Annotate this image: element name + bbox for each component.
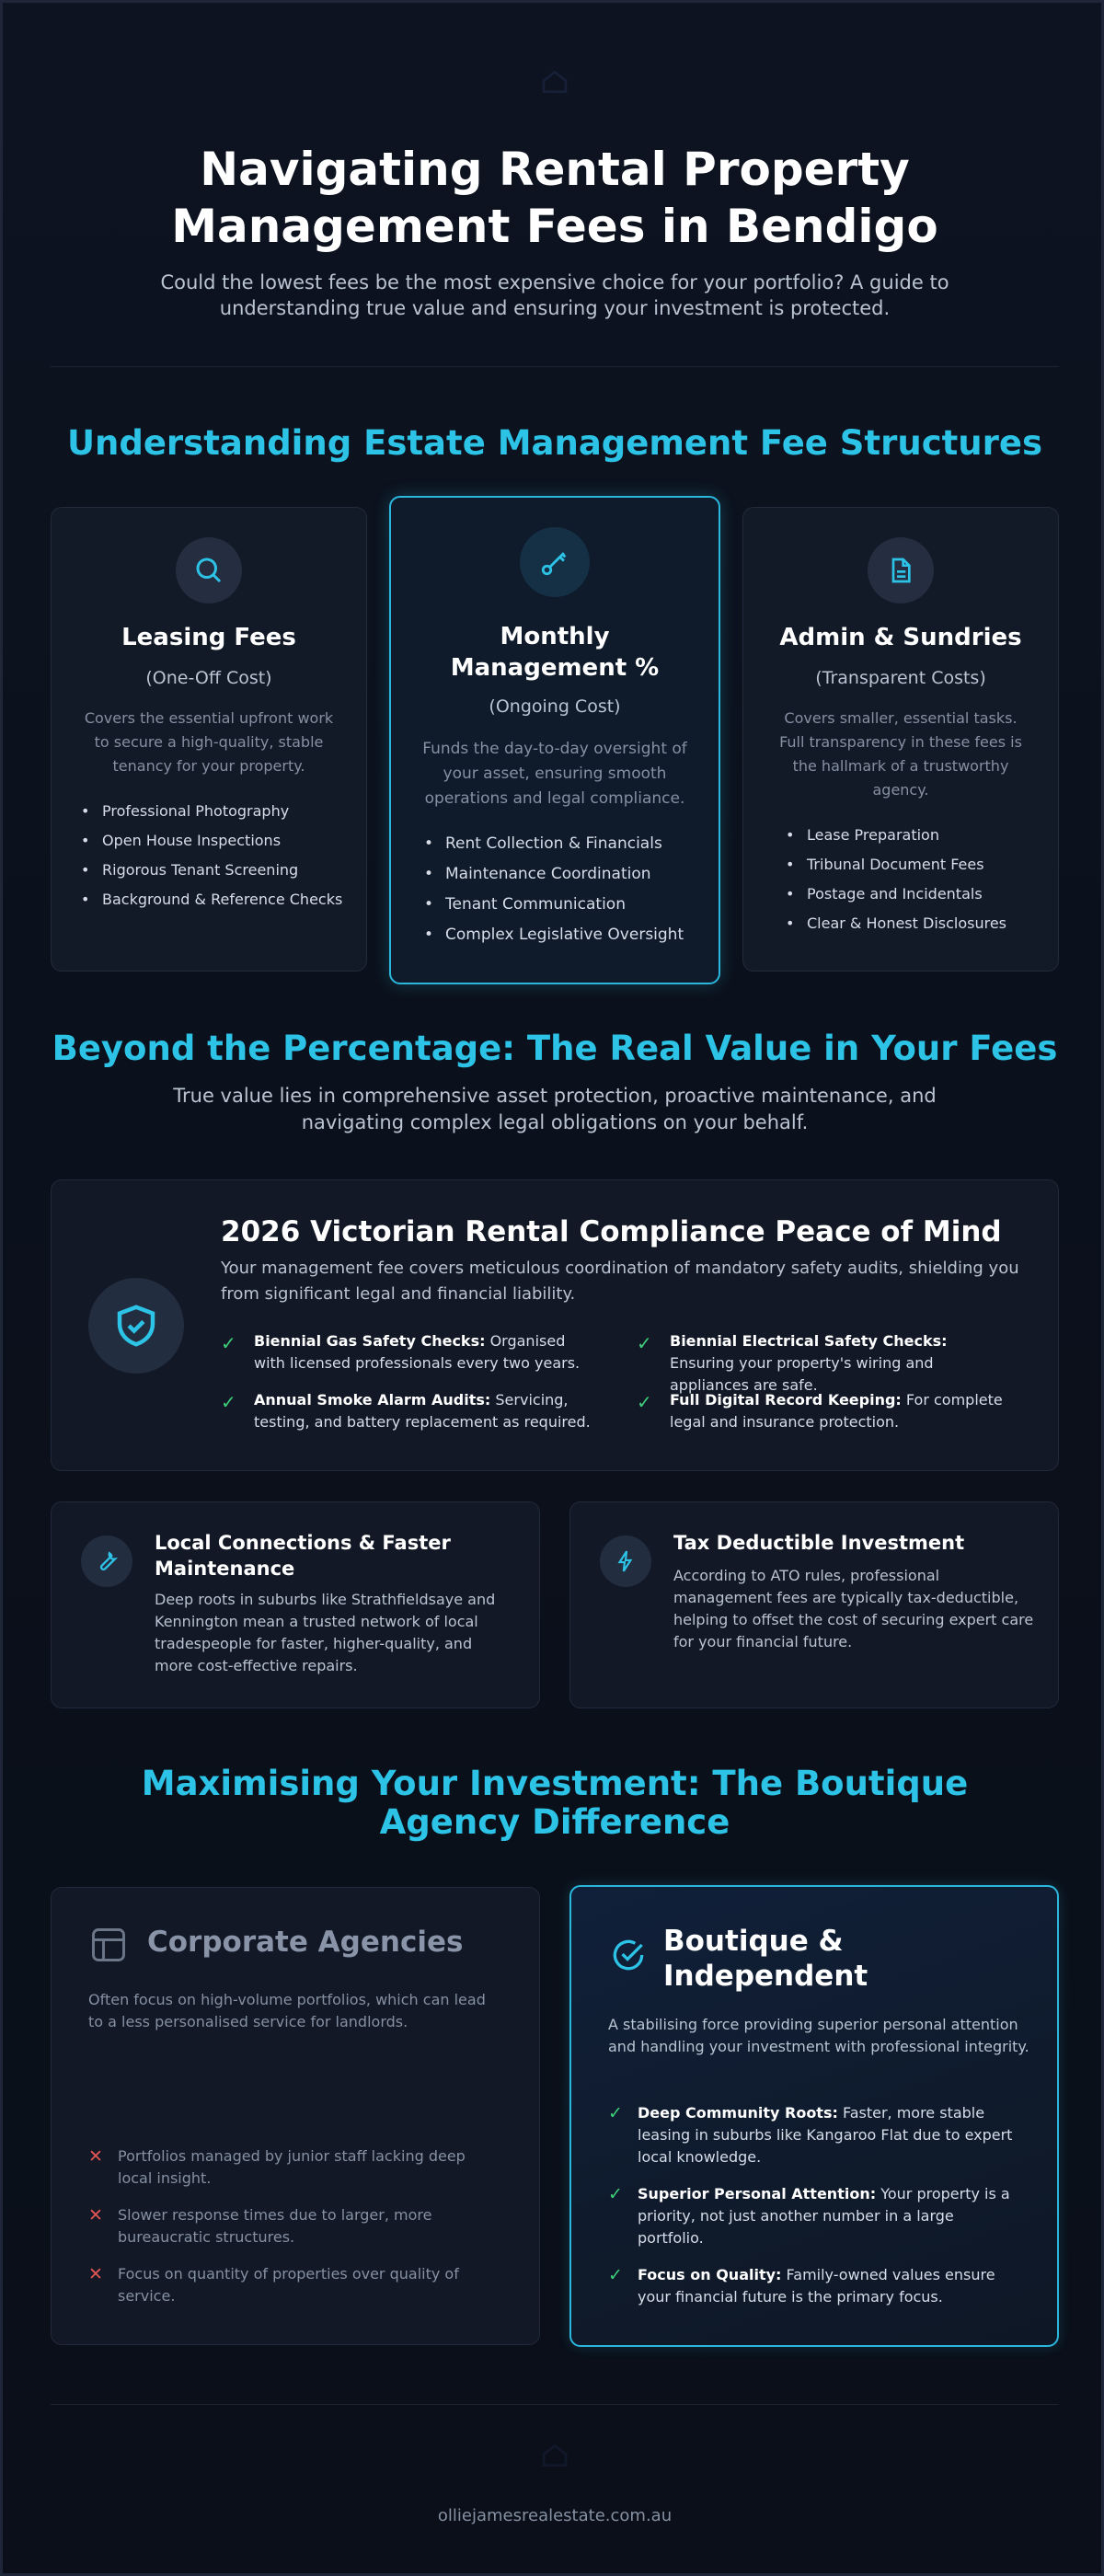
list-item: • Background & Reference Checks: [79, 889, 344, 911]
page-subtitle: Could the lowest fees be the most expensive choice for your portfolio? A guide to understanding true value and ensuring your investment is protected.: [160, 271, 949, 319]
item-text: Focus on quantity of properties over quality of service.: [118, 2265, 459, 2305]
list-item: [88, 2204, 493, 2248]
item-text: Family-owned values ensure your financial future is the primary focus.: [638, 2266, 995, 2306]
fee-name: Leasing Fees: [121, 624, 296, 651]
boutique-description: A stabilising force providing superior personal attention and handling your investment with professional integrity.: [608, 2016, 1029, 2055]
check-text: Organised with licensed professionals every two years.: [254, 1332, 581, 1372]
check-item: [221, 1330, 598, 1374]
icon-circle: [81, 1535, 132, 1587]
list-item: • Tribunal Document Fees: [784, 854, 1036, 876]
document-icon: [886, 556, 915, 585]
list-item: • Complex Legislative Oversight: [422, 924, 696, 946]
list-item: • Postage and Incidentals: [784, 883, 1036, 905]
fee-description: Covers the essential upfront work to secure a high-quality, stable tenancy for your property.: [84, 709, 334, 775]
list-item: • Tenant Communication: [422, 893, 696, 915]
check-item: [637, 1330, 1014, 1397]
item-text: Slower response times due to larger, more bureaucratic structures.: [118, 2206, 432, 2246]
search-icon: [192, 554, 225, 587]
list-item: • Rent Collection & Financials: [422, 833, 696, 855]
fee-card-leasing: [51, 507, 367, 972]
check-icon: ✓: [221, 1332, 236, 1354]
fee-kind: (Ongoing Cost): [489, 696, 621, 717]
key-icon: [539, 546, 570, 578]
fee-name: Admin & Sundries: [779, 624, 1022, 651]
check-label: Biennial Gas Safety Checks:: [254, 1332, 486, 1350]
check-text: Servicing, testing, and battery replacement as required.: [254, 1391, 591, 1431]
corporate-title: Corporate Agencies: [147, 1926, 464, 1959]
divider: [51, 2404, 1059, 2405]
item-label: Focus on Quality:: [638, 2266, 782, 2283]
wrench-icon: [94, 1548, 120, 1574]
fee-description: Funds the day-to-day oversight of your asset, ensuring smooth operations and legal compliance.: [422, 740, 687, 808]
tax-title: Tax Deductible Investment: [673, 1532, 965, 1554]
list-item: • Professional Photography: [79, 800, 344, 822]
check-item: [221, 1389, 598, 1433]
check-text: For complete legal and insurance protection.: [670, 1391, 1003, 1431]
list-item: [608, 2183, 1022, 2249]
fee-card-monthly: [389, 496, 720, 984]
tax-box: [569, 1501, 1059, 1708]
home-icon: [540, 67, 569, 97]
local-text: Deep roots in suburbs like Strathfieldsaye and Kennington mean a trusted network of local tradespeople for faster, higher-quality, and more cost-effective repairs.: [155, 1591, 496, 1674]
fee-icon-circle: [868, 537, 934, 604]
footer-site-link[interactable]: olliejamesrealestate.com.au: [437, 2506, 673, 2525]
item-text: Your property is a priority, not just another number in a large portfolio.: [638, 2185, 1010, 2247]
corporate-description: Often focus on high-volume portfolios, which can lead to a less personalised service for landlords.: [88, 1991, 486, 2030]
check-icon: ✓: [608, 2265, 623, 2285]
list-item: [88, 2145, 493, 2190]
item-label: Superior Personal Attention:: [638, 2185, 877, 2202]
list-item: [608, 2264, 1022, 2308]
check-label: Biennial Electrical Safety Checks:: [670, 1332, 948, 1350]
check-icon: ✓: [637, 1391, 652, 1413]
fee-kind: (One-Off Cost): [145, 668, 272, 688]
boutique-card: [569, 1885, 1059, 2347]
list-item: [608, 2102, 1022, 2168]
compliance-title: 2026 Victorian Rental Compliance Peace of Mind: [221, 1215, 1002, 1248]
local-title: Local Connections & Faster Maintenance: [155, 1532, 451, 1580]
fee-icon-circle: [520, 527, 590, 597]
fee-name: Monthly Management %: [450, 623, 660, 682]
compare-section-title: Maximising Your Investment: The Boutique Agency Difference: [141, 1764, 969, 1842]
list-item: • Rigorous Tenant Screening: [79, 859, 344, 881]
lightning-icon: [614, 1549, 638, 1573]
check-circle-icon: [608, 1935, 649, 1975]
fee-description: Covers smaller, essential tasks. Full transparency in these fees is the hallmark of a trustworthy agency.: [779, 709, 1022, 799]
value-section-title: Beyond the Percentage: The Real Value in Your Fees: [52, 1029, 1058, 1068]
cross-icon: ✕: [88, 2264, 103, 2284]
fee-list: [784, 824, 1036, 942]
shield-circle: [88, 1278, 184, 1374]
check-text: Ensuring your property's wiring and appliances are safe.: [670, 1354, 934, 1394]
item-text: Portfolios managed by junior staff lacking deep local insight.: [118, 2147, 466, 2187]
browser-window-icon: [88, 1925, 129, 1965]
check-label: Full Digital Record Keeping:: [670, 1391, 902, 1409]
fee-kind: (Transparent Costs): [815, 668, 986, 688]
item-label: Deep Community Roots:: [638, 2104, 838, 2122]
local-connections-box: [51, 1501, 540, 1708]
divider: [51, 366, 1059, 367]
check-label: Annual Smoke Alarm Audits:: [254, 1391, 491, 1409]
page-title: Navigating Rental Property Management Fees in Bendigo: [171, 143, 938, 253]
item-text: Faster, more stable leasing in suburbs like Kangaroo Flat due to expert local knowledge.: [638, 2104, 1013, 2166]
list-item: • Maintenance Coordination: [422, 863, 696, 885]
fees-section-title: Understanding Estate Management Fee Structures: [66, 423, 1043, 463]
list-item: [88, 2263, 493, 2307]
list-item: • Clear & Honest Disclosures: [784, 913, 1036, 935]
shield-check-icon: [111, 1301, 161, 1351]
check-icon: ✓: [608, 2184, 623, 2204]
check-item: [637, 1389, 1014, 1433]
icon-circle: [600, 1535, 651, 1587]
fee-card-admin: [742, 507, 1059, 972]
cross-icon: ✕: [88, 2205, 103, 2225]
list-item: • Open House Inspections: [79, 830, 344, 852]
fee-icon-circle: [176, 537, 242, 604]
value-section-subtitle: True value lies in comprehensive asset protection, proactive maintenance, and navigating complex legal obligations on your behalf.: [173, 1085, 937, 1133]
fee-list: [422, 833, 696, 954]
compliance-box: [51, 1179, 1059, 1471]
home-icon: [540, 2441, 569, 2470]
compliance-text: Your management fee covers meticulous coordination of mandatory safety audits, shielding you from significant legal and financial liability.: [221, 1259, 1019, 1304]
cross-icon: ✕: [88, 2146, 103, 2167]
tax-text: According to ATO rules, professional management fees are typically tax-deductible, helping to offset the cost of securing expert care for your financial future.: [673, 1567, 1034, 1650]
check-icon: ✓: [221, 1391, 236, 1413]
check-icon: ✓: [608, 2103, 623, 2123]
boutique-title: Boutique & Independent: [663, 1925, 868, 1993]
corporate-card: [51, 1887, 540, 2345]
list-item: • Lease Preparation: [784, 824, 1036, 846]
check-icon: ✓: [637, 1332, 652, 1354]
fee-list: [79, 800, 344, 918]
